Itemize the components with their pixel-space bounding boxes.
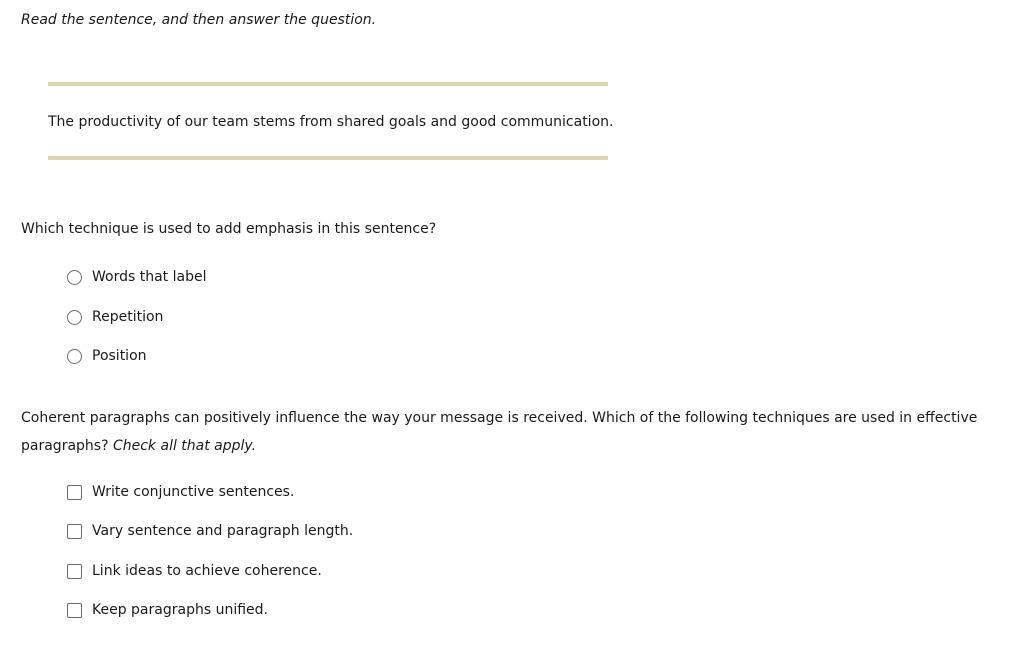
passage-text: The productivity of our team stems from shared goals and good communication. xyxy=(48,114,614,130)
question-2-hint: Check all that apply. xyxy=(112,438,257,454)
radio-button[interactable] xyxy=(67,270,82,285)
radio-option-position[interactable] xyxy=(67,346,147,366)
checkbox-option-label: Write conjunctive sentences. xyxy=(92,484,295,500)
question-2-text: Coherent paragraphs can positively influence the way your message is received. Which of the following techniques are used in effective paragraphs? xyxy=(21,410,978,454)
checkbox-option-label: Keep paragraphs unified. xyxy=(92,602,268,618)
checkbox[interactable] xyxy=(67,524,82,539)
checkbox-option-label: Link ideas to achieve coherence. xyxy=(92,563,322,579)
checkbox-option-label: Vary sentence and paragraph length. xyxy=(92,523,354,539)
checkbox[interactable] xyxy=(67,485,82,500)
checkbox[interactable] xyxy=(67,564,82,579)
radio-option-label: Words that label xyxy=(92,269,207,285)
question-1-prompt: Which technique is used to add emphasis in this sentence? xyxy=(21,221,437,237)
checkbox-option-conjunctive-sentences[interactable] xyxy=(67,482,294,502)
radio-option-label: Position xyxy=(92,348,147,364)
question-2-prompt xyxy=(21,404,1001,460)
checkbox-option-link-ideas[interactable] xyxy=(67,561,322,581)
radio-button[interactable] xyxy=(67,310,82,325)
radio-option-words-that-label[interactable] xyxy=(67,267,206,287)
radio-option-repetition[interactable] xyxy=(67,307,163,327)
passage-bottom-rule xyxy=(48,156,608,160)
instruction-text: Read the sentence, and then answer the question. xyxy=(21,12,377,28)
checkbox-option-vary-length[interactable] xyxy=(67,521,353,541)
passage-box xyxy=(48,82,614,161)
radio-button[interactable] xyxy=(67,349,82,364)
passage-top-rule xyxy=(48,82,608,86)
checkbox[interactable] xyxy=(67,603,82,618)
checkbox-option-unified-paragraphs[interactable] xyxy=(67,600,268,620)
radio-option-label: Repetition xyxy=(92,309,164,325)
